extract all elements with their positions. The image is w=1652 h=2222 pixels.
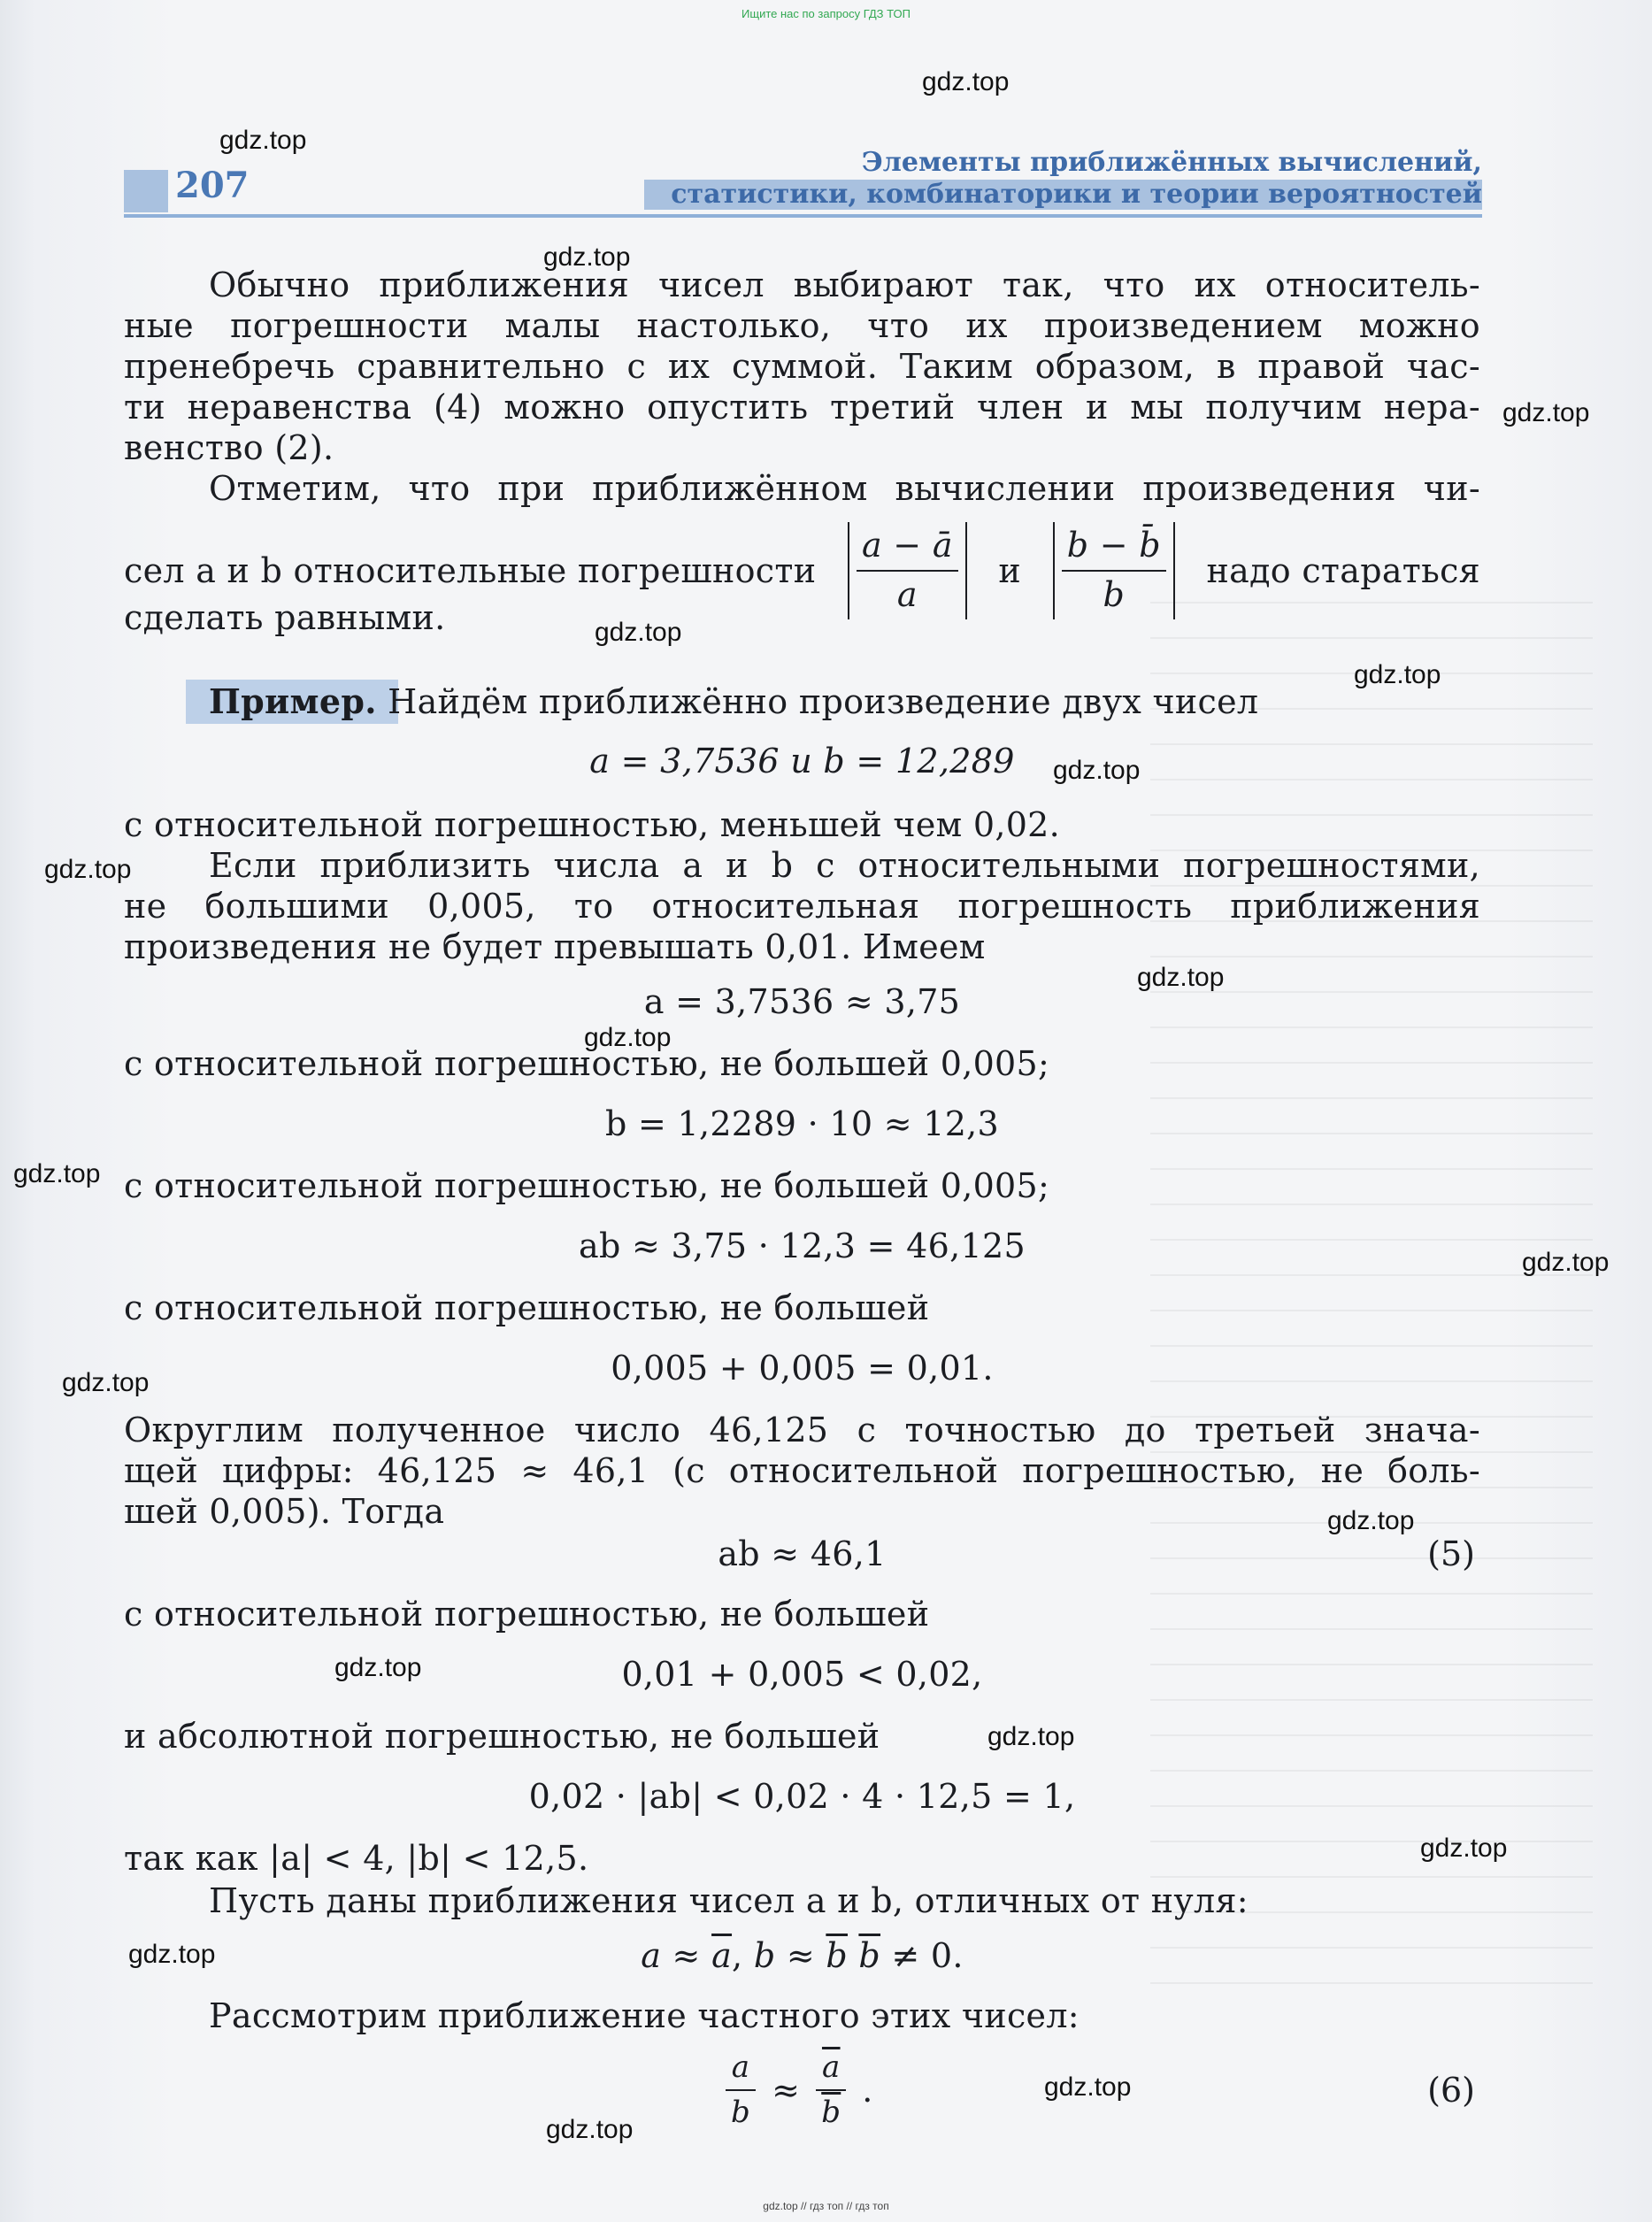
- text-line: так как |a| < 4, |b| < 12,5.: [124, 1839, 589, 1878]
- watermark: gdz.top: [334, 1653, 422, 1682]
- watermark: gdz.top: [219, 126, 307, 155]
- relative-error-b: [1053, 522, 1175, 619]
- text-line: сделать равными.: [124, 598, 446, 637]
- text-line: с относительной погрешностью, не большей 0,005;: [124, 1166, 1050, 1205]
- formula: ab ≈ 46,1: [718, 1534, 887, 1573]
- watermark: gdz.top: [1420, 1834, 1508, 1863]
- fraction-denominator: a: [896, 574, 918, 614]
- text-line: с относительной погрешностью, не большей 0,005;: [124, 1044, 1050, 1083]
- watermark: gdz.top: [584, 1023, 672, 1052]
- period: .: [862, 2071, 873, 2111]
- watermark: gdz.top: [62, 1368, 150, 1397]
- fraction-numerator: a: [726, 2051, 756, 2091]
- watermark: gdz.top: [128, 1940, 216, 1969]
- fraction-denominator: b: [821, 2095, 841, 2131]
- text-line: с относительной погрешностью, меньшей чем 0,02.: [124, 805, 1061, 844]
- text-line: с относительной погрешностью, не большей: [124, 1288, 930, 1327]
- fraction-denominator: b: [1103, 574, 1126, 614]
- text-line: [209, 681, 1258, 721]
- text-line: шей 0,005). Тогда: [124, 1492, 445, 1531]
- formula: 0,02 · |ab| < 0,02 · 4 · 12,5 = 1,: [528, 1777, 1076, 1816]
- text-line: не большими 0,005, то относительная погрешность приближения: [124, 887, 1480, 926]
- watermark: gdz.top: [595, 618, 682, 647]
- watermark: gdz.top: [1327, 1506, 1415, 1535]
- relative-error-a: [848, 522, 967, 619]
- formula: $a \approx \overline{a}$, $b \approx \overline{b}$ $\overline{b} \ne 0$.: [641, 1936, 964, 1975]
- text-line: ти неравенства (4) можно опустить третий член и мы получим нера-: [124, 388, 1480, 427]
- text-line: Рассмотрим приближение частного этих чисел:: [209, 1996, 1080, 2035]
- formula: a = 3,7536 ≈ 3,75: [643, 982, 961, 1021]
- text-line: Пусть даны приближения чисел a и b, отличных от нуля:: [209, 1881, 1249, 1920]
- fraction-denominator: b: [731, 2095, 751, 2131]
- watermark: gdz.top: [543, 242, 631, 272]
- text-line: с относительной погрешностью, не большей: [124, 1595, 930, 1634]
- watermark: gdz.top: [922, 67, 1010, 96]
- bottom-watermark-note: gdz.top // гдз топ // гдз топ: [763, 2200, 889, 2212]
- watermark: gdz.top: [1354, 660, 1441, 689]
- chapter-title-line-1: Элементы приближённых вычислений,: [861, 147, 1482, 178]
- equation-number: (5): [1427, 1534, 1475, 1573]
- equation-number: (6): [1427, 2071, 1475, 2110]
- formula: ab ≈ 3,75 · 12,3 = 46,125: [579, 1226, 1026, 1265]
- formula: 0,005 + 0,005 = 0,01.: [611, 1349, 994, 1388]
- text-line: Округлим полученное число 46,125 с точностью до третьей знача-: [124, 1411, 1480, 1449]
- text-line: Обычно приближения чисел выбирают так, что их относитель-: [209, 265, 1480, 304]
- header-rule: [124, 214, 1482, 218]
- text-line: щей цифры: 46,125 ≈ 46,1 (с относительной погрешностью, не боль-: [124, 1451, 1480, 1490]
- page-number: 207: [175, 165, 250, 206]
- fraction-numerator: a − ā: [857, 527, 958, 572]
- chapter-title-line-2: статистики, комбинаторики и теории вероятностей: [671, 179, 1482, 210]
- example-label: Пример.: [209, 681, 377, 721]
- watermark: gdz.top: [1053, 756, 1141, 785]
- text-fragment: надо стараться: [1206, 550, 1480, 590]
- formula: b = 1,2289 · 10 ≈ 12,3: [604, 1104, 1000, 1143]
- watermark: gdz.top: [1522, 1248, 1610, 1277]
- text-line: Если приблизить числа a и b с относительными погрешностями,: [209, 846, 1480, 885]
- text-line: произведения не будет превышать 0,01. Имеем: [124, 927, 986, 966]
- fraction-numerator: $\overline{a}$: [816, 2051, 846, 2091]
- watermark: gdz.top: [1044, 2072, 1132, 2102]
- formula: 0,01 + 0,005 < 0,02,: [621, 1655, 983, 1694]
- approx-sign: ≈: [772, 2071, 801, 2111]
- text-line: пренебречь сравнительно с их суммой. Таким образом, в правой час-: [124, 347, 1480, 386]
- formula: a = 3,7536 и b = 12,289: [589, 742, 1015, 780]
- text-fragment: сел a и b относительные погрешности: [124, 550, 817, 590]
- formula-6: [726, 2051, 873, 2130]
- text-line: Отметим, что при приближённом вычислении произведения чи-: [209, 469, 1480, 508]
- text-line: венство (2).: [124, 428, 334, 467]
- watermark: gdz.top: [546, 2115, 634, 2144]
- text-line: и абсолютной погрешностью, не большей: [124, 1717, 880, 1756]
- watermark: gdz.top: [1137, 963, 1225, 992]
- watermark: gdz.top: [987, 1722, 1075, 1751]
- watermark: gdz.top: [13, 1159, 101, 1188]
- fraction-numerator: b − b̄: [1062, 527, 1166, 572]
- watermark: gdz.top: [44, 855, 132, 884]
- text-line: ные погрешности малы настолько, что их произведением можно: [124, 306, 1480, 345]
- text-fragment: Найдём приближённо произведение двух чисел: [388, 682, 1259, 721]
- page-number-tab: [124, 170, 168, 212]
- top-watermark-note: Ищите нас по запросу ГДЗ ТОП: [741, 7, 911, 20]
- watermark: gdz.top: [1502, 398, 1590, 427]
- text-fragment: и: [998, 550, 1022, 590]
